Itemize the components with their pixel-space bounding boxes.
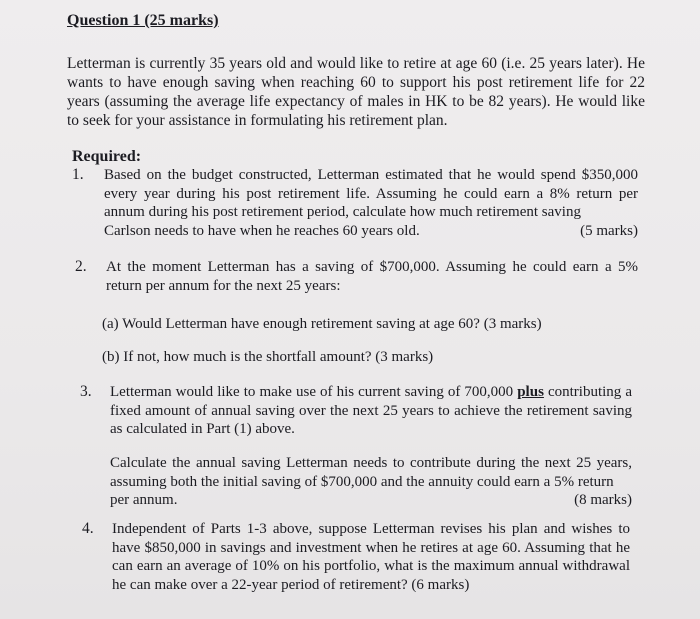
q4-text: Independent of Parts 1-3 above, suppose Letterman revises his plan and wishes to have $850,000 in savings and investment when he retires at age 60. Assuming that he can earn an average of 10% on his portfolio, what is the maximum annual withdrawal he can make over a 22-year period of retirement? (6 marks) [112, 521, 630, 593]
q3-text [110, 383, 632, 439]
q1-text: Based on the budget constructed, Letterman estimated that he would spend $350,000 every year during his post retirement life. Assuming he could earn a 8% return per annum during his post retirement period, calculate how much retirement saving [104, 167, 638, 220]
required-label: Required: [72, 148, 142, 165]
q3-marks: (8 marks) [574, 492, 632, 508]
q2-part-a: (a) Would Letterman have enough retirement saving at age 60? (3 marks) [102, 316, 542, 332]
q2-text: At the moment Letterman has a saving of $700,000. Assuming he could earn a 5% return per annum for the next 25 years: [106, 259, 638, 294]
q3-calc-last: per annum. [110, 492, 178, 508]
q3-plus-emphasis: plus [517, 384, 544, 400]
q1-text-block [104, 166, 638, 240]
q3-calc-last-line [110, 491, 632, 510]
q2-number: 2. [75, 258, 87, 275]
q3-calc-text: Calculate the annual saving Letterman needs to contribute during the next 25 years, assuming both the initial saving of $700,000 and the annuity could earn a 5% return [110, 455, 632, 490]
q1-text-last: Carlson needs to have when he reaches 60 years old. [104, 222, 420, 239]
q1-marks: (5 marks) [580, 222, 638, 239]
q3-number: 3. [80, 383, 92, 400]
question-title: Question 1 (25 marks) [67, 12, 219, 29]
q1-number: 1. [72, 166, 84, 183]
intro-paragraph: Letterman is currently 35 years old and would like to retire at age 60 (i.e. 25 years later). He wants to have enough saving when reaching 60 to support his post retirement life for 22 years (assuming the average life expectancy of males in HK to be 82 years). He would like to seek for your assistance in formulating his retirement plan. [67, 55, 645, 129]
q4-number: 4. [82, 520, 94, 537]
q3-text-after: contributing a fixed amount of annual saving over the next 25 years to achieve the retirement saving as calculated in Part (1) above. [110, 384, 632, 437]
q3-calc-block [110, 454, 632, 510]
q1-last-line [104, 222, 638, 241]
q2-part-b: (b) If not, how much is the shortfall amount? (3 marks) [102, 349, 434, 365]
q3-text-before: Letterman would like to make use of his current saving of 700,000 [110, 384, 518, 400]
